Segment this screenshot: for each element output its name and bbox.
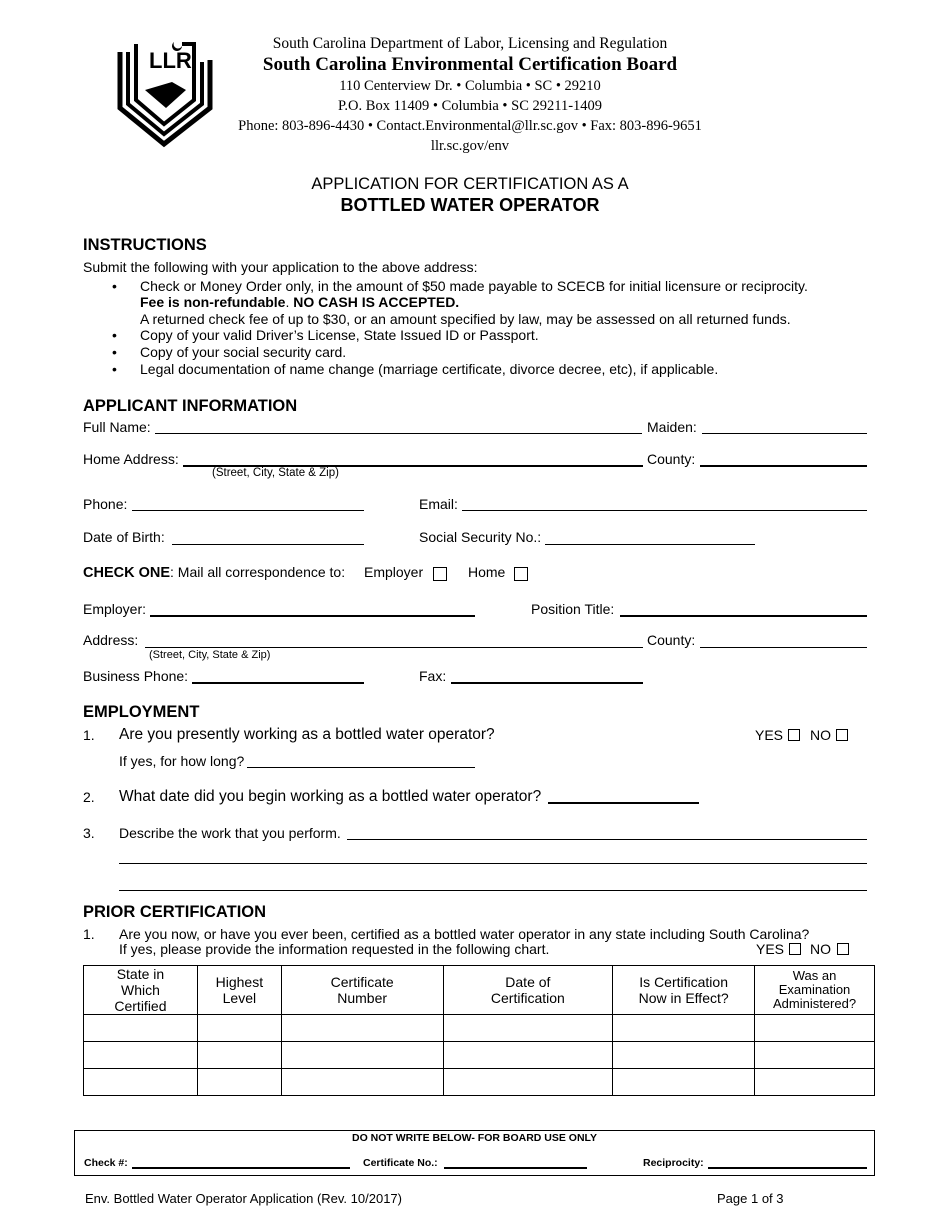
instruction-item-id: • Copy of your valid Driver’s License, State Issued ID or Passport. <box>140 327 539 343</box>
certificate-number-field[interactable] <box>444 1167 587 1169</box>
emp-q3-text: Describe the work that you perform. <box>119 825 341 841</box>
table-row <box>84 1042 875 1069</box>
table-cell[interactable] <box>755 1015 875 1042</box>
position-field[interactable] <box>620 615 867 617</box>
business-phone-label: Business Phone: <box>83 668 189 684</box>
fee-nonrefundable: Fee is non-refundable <box>140 294 286 310</box>
fee-sep: . <box>285 294 294 310</box>
prior-q1-text: Are you now, or have you ever been, certified as a bottled water operator in any state including South Carolina? <box>119 926 810 942</box>
instructions-intro: Submit the following with your application to the above address: <box>83 259 478 275</box>
reciprocity-label: Reciprocity: <box>643 1157 704 1169</box>
emp-q1-yes-label: YES <box>755 727 784 743</box>
title-line2: BOTTLED WATER OPERATOR <box>340 195 600 215</box>
work-description-line-1[interactable] <box>347 839 867 840</box>
ssn-label: Social Security No.: <box>419 529 542 545</box>
instruction-fee-bold <box>140 294 459 310</box>
check-number-field[interactable] <box>132 1167 350 1169</box>
table-cell[interactable] <box>84 1069 198 1096</box>
prior-q1-number: 1. <box>83 926 95 942</box>
emp-q1-no-label: NO <box>810 727 831 743</box>
reciprocity-field[interactable] <box>708 1167 867 1169</box>
check-one-label: CHECK ONE <box>83 565 171 581</box>
home-county-label: County: <box>647 451 696 467</box>
emp-q2-text: What date did you begin working as a bottled water operator? <box>119 788 542 805</box>
fax-label: Fax: <box>419 668 447 684</box>
full-name-field[interactable] <box>155 433 642 434</box>
mail-to-label: : Mail all correspondence to: <box>170 564 346 580</box>
table-cell[interactable] <box>443 1069 613 1096</box>
col-in-effect: Is Certification Now in Effect? <box>613 966 755 1015</box>
check-one-line <box>83 564 345 581</box>
emp-q1-number: 1. <box>83 727 95 743</box>
instruction-returned-check: A returned check fee of up to $30, or an amount specified by law, may be assessed on all returned funds. <box>140 311 791 327</box>
phone-field[interactable] <box>132 510 364 511</box>
table-cell[interactable] <box>197 1015 281 1042</box>
phone-label: Phone: <box>83 496 128 512</box>
employer-label: Employer: <box>83 601 147 617</box>
emp-q2-number: 2. <box>83 789 95 805</box>
table-cell[interactable] <box>281 1042 443 1069</box>
table-cell[interactable] <box>281 1015 443 1042</box>
col-level: Highest Level <box>197 966 281 1015</box>
dob-field[interactable] <box>172 544 364 545</box>
instruction-item-ssc: • Copy of your social security card. <box>140 344 346 360</box>
home-street-hint: (Street, City, State & Zip) <box>212 467 339 479</box>
dept-name: South Carolina Department of Labor, Licensing and Regulation <box>272 35 668 52</box>
certificate-number-label: Certificate No.: <box>363 1157 438 1169</box>
business-county-label: County: <box>647 632 696 648</box>
table-cell[interactable] <box>197 1069 281 1096</box>
email-field[interactable] <box>462 510 867 511</box>
letterhead <box>200 34 740 156</box>
prior-certification-table <box>83 965 875 1096</box>
col-cert-number: Certificate Number <box>281 966 443 1015</box>
col-cert-date: Date of Certification <box>443 966 613 1015</box>
instruction-item-name: • Legal documentation of name change (marriage certificate, divorce decree, etc), if applicable. <box>140 361 718 377</box>
employer-option-label: Employer <box>364 564 424 580</box>
table-cell[interactable] <box>755 1069 875 1096</box>
footer-form-id: Env. Bottled Water Operator Application (Rev. 10/2017) <box>85 1191 402 1206</box>
table-row <box>84 1015 875 1042</box>
how-long-field[interactable] <box>247 767 475 768</box>
title-line1: APPLICATION FOR CERTIFICATION AS A <box>311 175 629 193</box>
fax-field[interactable] <box>451 682 643 684</box>
po-box: P.O. Box 11409 • Columbia • SC 29211-1409 <box>337 98 603 114</box>
instructions-heading: INSTRUCTIONS <box>83 236 207 254</box>
street-address: 110 Centerview Dr. • Columbia • SC • 29210 <box>339 78 601 94</box>
table-cell[interactable] <box>84 1042 198 1069</box>
home-county-field[interactable] <box>700 465 867 467</box>
address-label: Address: <box>83 632 139 648</box>
prior-no-label: NO <box>810 941 831 957</box>
employer-checkbox[interactable] <box>433 567 447 581</box>
business-street-hint: (Street, City, State & Zip) <box>149 649 271 661</box>
no-cash: NO CASH IS ACCEPTED. <box>293 294 460 310</box>
ssn-field[interactable] <box>545 544 755 545</box>
check-number-label: Check #: <box>84 1157 128 1169</box>
business-county-field[interactable] <box>700 647 867 648</box>
prior-q1-sub: If yes, please provide the information requested in the following chart. <box>119 941 550 957</box>
table-cell[interactable] <box>613 1069 755 1096</box>
maiden-label: Maiden: <box>647 419 697 435</box>
table-header-row <box>84 966 875 1015</box>
work-description-line-3[interactable] <box>119 890 867 891</box>
table-cell[interactable] <box>197 1042 281 1069</box>
emp-q1-sub: If yes, for how long? <box>119 753 245 769</box>
table-cell[interactable] <box>443 1042 613 1069</box>
table-cell[interactable] <box>613 1015 755 1042</box>
prior-heading: PRIOR CERTIFICATION <box>83 903 267 921</box>
footer-page-number: Page 1 of 3 <box>717 1191 784 1206</box>
board-name: South Carolina Environmental Certification Board <box>262 54 678 75</box>
dob-label: Date of Birth: <box>83 529 165 545</box>
col-exam: Was an Examination Administered? <box>755 966 875 1015</box>
website: llr.sc.gov/env <box>430 138 510 154</box>
emp-q3-number: 3. <box>83 825 95 841</box>
full-name-label: Full Name: <box>83 419 151 435</box>
table-cell[interactable] <box>84 1015 198 1042</box>
employer-field[interactable] <box>150 615 475 617</box>
applicant-heading: APPLICANT INFORMATION <box>83 397 298 415</box>
board-use-heading: DO NOT WRITE BELOW- FOR BOARD USE ONLY <box>352 1132 597 1144</box>
emp-q1-text: Are you presently working as a bottled water operator? <box>119 726 495 743</box>
emp-q1-no-checkbox[interactable] <box>836 729 848 741</box>
prior-yes-label: YES <box>756 941 785 957</box>
address-field[interactable] <box>145 647 643 648</box>
maiden-field[interactable] <box>702 433 867 434</box>
business-phone-field[interactable] <box>192 682 364 684</box>
home-option-label: Home <box>468 564 506 580</box>
work-description-line-2[interactable] <box>119 863 867 864</box>
prior-yes-checkbox[interactable] <box>789 943 801 955</box>
contact-line: Phone: 803-896-4430 • Contact.Environmental@llr.sc.gov • Fax: 803-896-9651 <box>238 118 702 134</box>
employment-heading: EMPLOYMENT <box>83 703 200 721</box>
home-checkbox[interactable] <box>514 567 528 581</box>
emp-q1-yes-checkbox[interactable] <box>788 729 800 741</box>
table-cell[interactable] <box>443 1015 613 1042</box>
start-date-field[interactable] <box>548 802 699 804</box>
table-row <box>84 1069 875 1096</box>
table-cell[interactable] <box>281 1069 443 1096</box>
table-cell[interactable] <box>755 1042 875 1069</box>
table-cell[interactable] <box>613 1042 755 1069</box>
instruction-item-fee: • Check or Money Order only, in the amount of $50 made payable to SCECB for initial licensure or reciprocity. <box>140 278 808 294</box>
email-label: Email: <box>419 496 458 512</box>
prior-no-checkbox[interactable] <box>837 943 849 955</box>
col-state: State in Which Certified <box>84 966 198 1015</box>
home-address-label: Home Address: <box>83 451 179 467</box>
logo-text: LLR <box>149 48 192 73</box>
position-label: Position Title: <box>531 601 615 617</box>
